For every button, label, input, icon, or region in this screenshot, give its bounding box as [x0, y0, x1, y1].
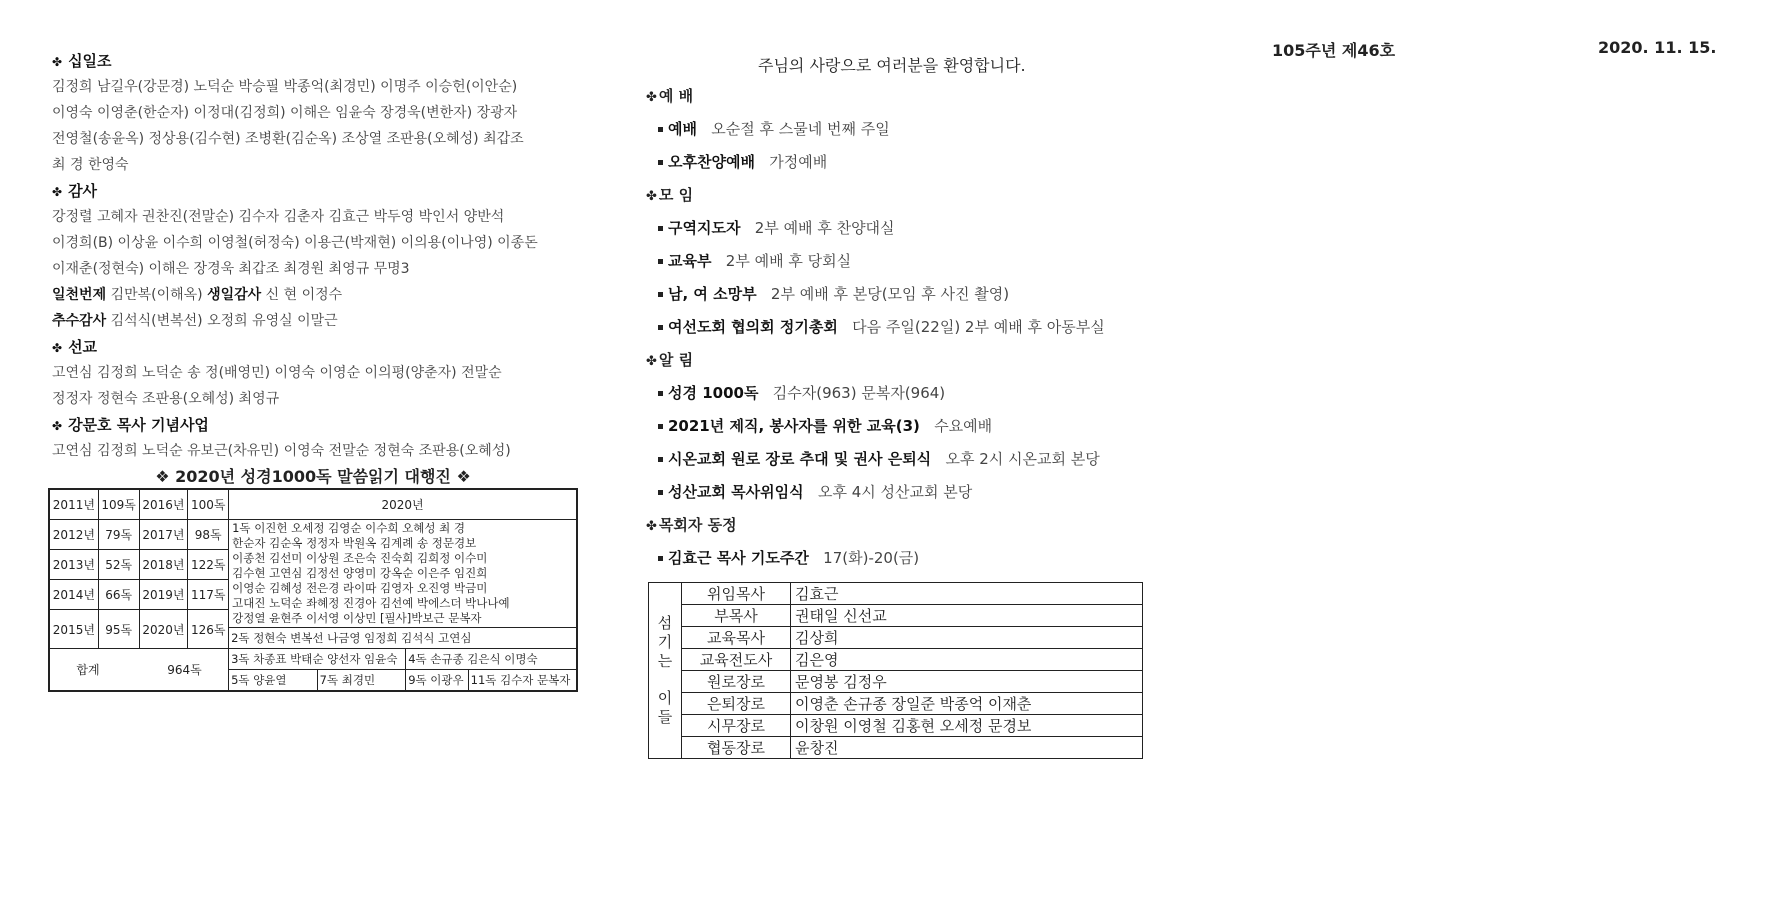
role-cell: 교육목사 — [682, 627, 791, 649]
names-cell: 윤창진 — [791, 737, 1143, 759]
names-cell: 이영춘 손규종 장일준 박종억 이재춘 — [791, 693, 1143, 715]
section-title-thanks: ✤ 감사 — [52, 182, 98, 200]
role-cell: 위임목사 — [682, 583, 791, 605]
servers-table — [648, 582, 1143, 759]
issue-number: 105주년 제46호 — [1272, 41, 1396, 60]
notice-item: 시온교회 원로 장로 추대 및 권사 은퇴식 오후 2시 시온교회 본당 — [646, 443, 1166, 476]
bible-reading-table — [48, 488, 578, 692]
meeting-item: 남, 여 소망부 2부 예배 후 본당(모임 후 사진 촬영) — [646, 278, 1166, 311]
tithe-line: 김정희 남길우(강문경) 노덕순 박승필 박종억(최경민) 이명주 이승헌(이안순) — [52, 79, 518, 95]
count-cell: 100독 — [188, 489, 229, 520]
year-cell: 2019년 — [139, 580, 188, 610]
names-cell: 김상희 — [791, 627, 1143, 649]
count-cell: 117독 — [188, 580, 229, 610]
names-cell: 김은영 — [791, 649, 1143, 671]
welcome-message: 주님의 사랑으로 여러분을 환영합니다. — [758, 56, 1026, 75]
year-cell: 2013년 — [49, 550, 98, 580]
year-cell: 2011년 — [49, 489, 98, 520]
role-cell: 협동장로 — [682, 737, 791, 759]
meeting-title: ✤ 모 임 — [646, 186, 694, 204]
seventh-reading-names: 7독 최경민 — [317, 670, 406, 692]
count-cell: 122독 — [188, 550, 229, 580]
year-cell: 2015년 — [49, 610, 98, 649]
role-cell: 교육전도사 — [682, 649, 791, 671]
thanks-line: 강정렬 고혜자 권찬진(전말순) 김수자 김춘자 김효근 박두영 박인서 양반석 — [52, 209, 505, 225]
announcements — [646, 80, 1166, 575]
count-cell: 79독 — [98, 520, 139, 550]
bulletin-date: 2020. 11. 15. — [1598, 38, 1717, 57]
thanks-line: 이경희(B) 이상윤 이수희 이영철(허정숙) 이용근(박재현) 이의용(이나영) 이종돈 — [52, 235, 538, 251]
meeting-item: 교육부 2부 예배 후 당회실 — [646, 245, 1166, 278]
year-2020-header: 2020년 — [229, 489, 577, 520]
count-cell: 126독 — [188, 610, 229, 649]
year-cell: 2017년 — [139, 520, 188, 550]
names-cell: 김효근 — [791, 583, 1143, 605]
role-cell: 부목사 — [682, 605, 791, 627]
meeting-item: 여선도회 협의회 정기총회 다음 주일(22일) 2부 예배 후 아동부실 — [646, 311, 1166, 344]
worship-title: ✤ 예 배 — [646, 87, 694, 105]
ninth-reading-names: 9독 이광우 — [406, 670, 468, 692]
pastor-news-title: ✤ 목회자 동정 — [646, 516, 737, 534]
mission-line: 정정자 정현숙 조판용(오혜성) 최영규 — [52, 391, 280, 407]
count-cell: 98독 — [188, 520, 229, 550]
total-label: 합계 964독 — [49, 649, 229, 692]
year-cell: 2018년 — [139, 550, 188, 580]
role-cell: 시무장로 — [682, 715, 791, 737]
year-cell: 2012년 — [49, 520, 98, 550]
year-cell: 2014년 — [49, 580, 98, 610]
first-reading-names: 1독 이진헌 오세정 김영순 이수희 오혜성 최 경 한순자 김순옥 정정자 박원옥 김계례 송 정문경보 이종천 김선미 이상원 조은숙 진숙희 김희정 이수미 김수현 고연심 김정선 양영미 강옥순 이은주 임진희 이영순 김혜성 전은경 라이따 김영자 오진영 박금미 고대진 노덕순 좌혜정 진경아 김선예 박에스더 박나나예 강정열 윤현주 이서영 이상민 [필사]박보근 문복자 — [229, 520, 577, 628]
harvest-offering-line: 추수감사 김석식(변복선) 오정희 유영실 이말근 — [52, 313, 338, 329]
notice-item: 성산교회 목사위임식 오후 4시 성산교회 본당 — [646, 476, 1166, 509]
worship-item: 오후찬양예배 가정예배 — [646, 146, 1166, 179]
fifth-reading-names: 5독 양윤열 — [229, 670, 318, 692]
special-offering-line: 일천번제 김만복(이해옥) 생일감사 신 현 이정수 — [52, 287, 343, 303]
section-title-tithe: ✤ 십일조 — [52, 52, 112, 70]
tithe-line: 최 경 한영숙 — [52, 157, 129, 173]
names-cell: 이창원 이영철 김홍현 오세정 문경보 — [791, 715, 1143, 737]
count-cell: 109독 — [98, 489, 139, 520]
worship-item: 예배 오순절 후 스물네 번째 주일 — [646, 113, 1166, 146]
mission-line: 고연심 김정희 노덕순 송 정(배영민) 이영숙 이영순 이의평(양춘자) 전말순 — [52, 365, 502, 381]
third-reading-names: 3독 차종표 박태순 양선자 임윤숙 — [229, 649, 406, 670]
bible-reading-title: ❖ 2020년 성경1000독 말씀읽기 대행진 ❖ — [155, 467, 471, 486]
servers-label: 섬 기 는 이 들 — [649, 583, 682, 759]
eleventh-reading-names: 11독 김수자 문복자 — [468, 670, 577, 692]
role-cell: 은퇴장로 — [682, 693, 791, 715]
meeting-item: 구역지도자 2부 예배 후 찬양대실 — [646, 212, 1166, 245]
thanks-line: 이재춘(정현숙) 이해은 장경욱 최갑조 최경원 최영규 무명3 — [52, 261, 410, 277]
names-cell: 문영봉 김정우 — [791, 671, 1143, 693]
pastor-news-item: 김효근 목사 기도주간 17(화)-20(금) — [646, 542, 1166, 575]
tithe-line: 전영철(송윤옥) 정상용(김수현) 조병환(김순옥) 조상열 조판용(오혜성) 최갑조 — [52, 131, 524, 147]
second-reading-names: 2독 정현숙 변복선 나금영 임정희 김석식 고연심 — [229, 628, 577, 649]
notice-item: 성경 1000독 김수자(963) 문복자(964) — [646, 377, 1166, 410]
count-cell: 52독 — [98, 550, 139, 580]
notice-title: ✤ 알 림 — [646, 351, 694, 369]
memorial-line: 고연심 김정희 노덕순 유보근(차유민) 이영숙 전말순 정현숙 조판용(오혜성) — [52, 443, 511, 459]
fourth-reading-names: 4독 손규종 김은식 이명숙 — [406, 649, 577, 670]
count-cell: 66독 — [98, 580, 139, 610]
year-cell: 2020년 — [139, 610, 188, 649]
tithe-line: 이영숙 이영춘(한순자) 이정대(김정희) 이해은 임윤숙 장경욱(변한자) 장광자 — [52, 105, 518, 121]
offering-list — [52, 48, 580, 490]
role-cell: 원로장로 — [682, 671, 791, 693]
notice-item: 2021년 제직, 봉사자를 위한 교육(3) 수요예배 — [646, 410, 1166, 443]
names-cell: 권태일 신선교 — [791, 605, 1143, 627]
count-cell: 95독 — [98, 610, 139, 649]
section-title-memorial: ✤ 강문호 목사 기념사업 — [52, 416, 209, 434]
section-title-mission: ✤ 선교 — [52, 338, 98, 356]
year-cell: 2016년 — [139, 489, 188, 520]
